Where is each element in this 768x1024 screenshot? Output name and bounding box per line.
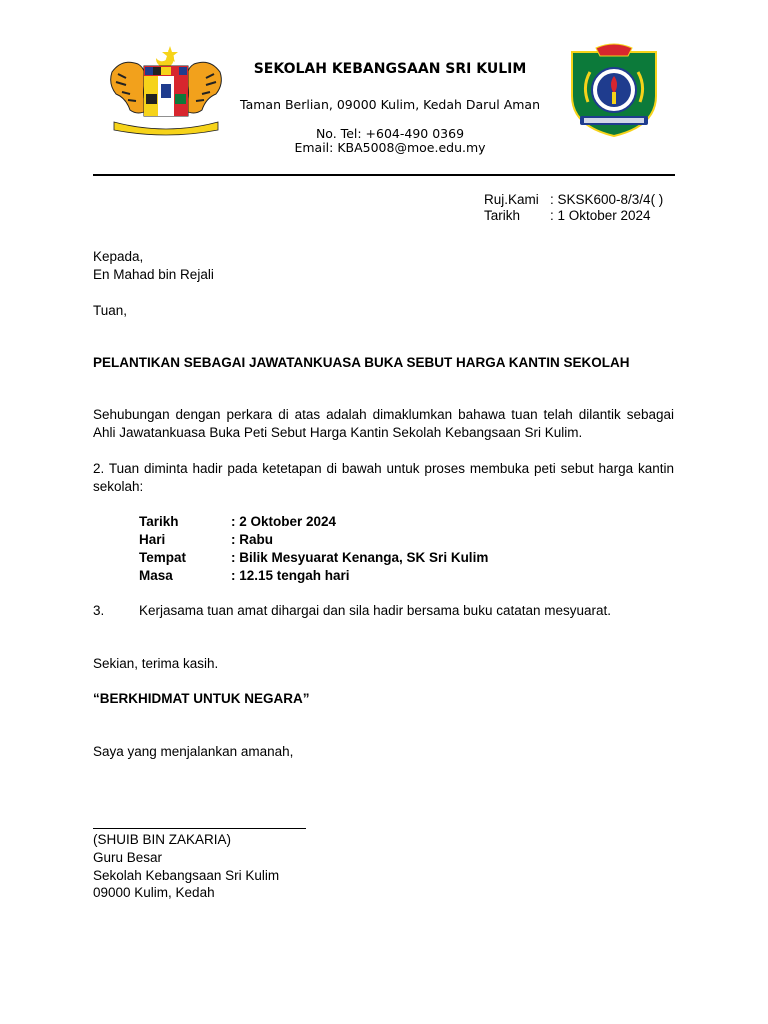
signatory-location: 09000 Kulim, Kedah [93,885,215,900]
paragraph-2: 2. Tuan diminta hadir pada ketetapan di bawah untuk proses membuka peti sebut harga kantin sekolah: [93,461,674,494]
ruj-label: Ruj.Kami [484,192,539,207]
paragraph-3-number: 3. [93,603,105,618]
closing-thanks: Sekian, terima kasih. [93,656,219,671]
salutation: Tuan, [93,303,128,318]
paragraph-1: Sehubungan dengan perkara di atas adalah dimaklumkan bahawa tuan telah dilantik sebagai Ahli Jawatankuasa Buka Peti Sebut Harga Kantin Sekolah Kebangsaan Sri Kulim. [93,407,674,440]
detail-value: : Bilik Mesyuarat Kenanga, SK Sri Kulim [231,550,489,565]
reference-ruj [484,191,663,209]
paragraph-3: Kerjasama tuan amat dihargai dan sila hadir bersama buku catatan mesyuarat. [139,603,612,618]
detail-label: Hari [139,532,166,547]
school-email: Email: KBA5008@moe.edu.my [294,140,486,155]
detail-label: Tarikh [139,514,179,529]
signatory-school: Sekolah Kebangsaan Sri Kulim [93,868,280,883]
signatory-title: Guru Besar [93,850,163,865]
school-name: SEKOLAH KEBANGSAAN SRI KULIM [253,61,527,77]
school-address: Taman Berlian, 09000 Kulim, Kedah Darul Aman [240,97,540,112]
reference-tarikh [484,207,651,225]
detail-label: Tempat [139,550,187,565]
school-phone: No. Tel: +604-490 0369 [315,126,465,141]
letter-subject: PELANTIKAN SEBAGAI JAWATANKUASA BUKA SEBUT HARGA KANTIN SEKOLAH [93,355,630,370]
signatory-name: (SHUIB BIN ZAKARIA) [93,832,232,847]
ruj-value: : SKSK600-8/3/4( ) [550,192,664,207]
coat-of-arms-logo [104,44,228,136]
closing-trust: Saya yang menjalankan amanah, [93,744,294,759]
header-divider [93,174,675,176]
closing-motto: “BERKHIDMAT UNTUK NEGARA” [93,691,310,706]
recipient-name: En Mahad bin Rejali [93,267,214,282]
detail-label: Masa [139,568,173,583]
detail-value: : 2 Oktober 2024 [231,514,337,529]
kepada: Kepada, [93,249,144,264]
tarikh-label: Tarikh [484,208,521,223]
tarikh-value: : 1 Oktober 2024 [550,208,651,223]
detail-value: : 12.15 tengah hari [231,568,350,583]
signature-line [93,828,306,829]
school-crest-logo [566,42,662,138]
detail-value: : Rabu [231,532,273,547]
